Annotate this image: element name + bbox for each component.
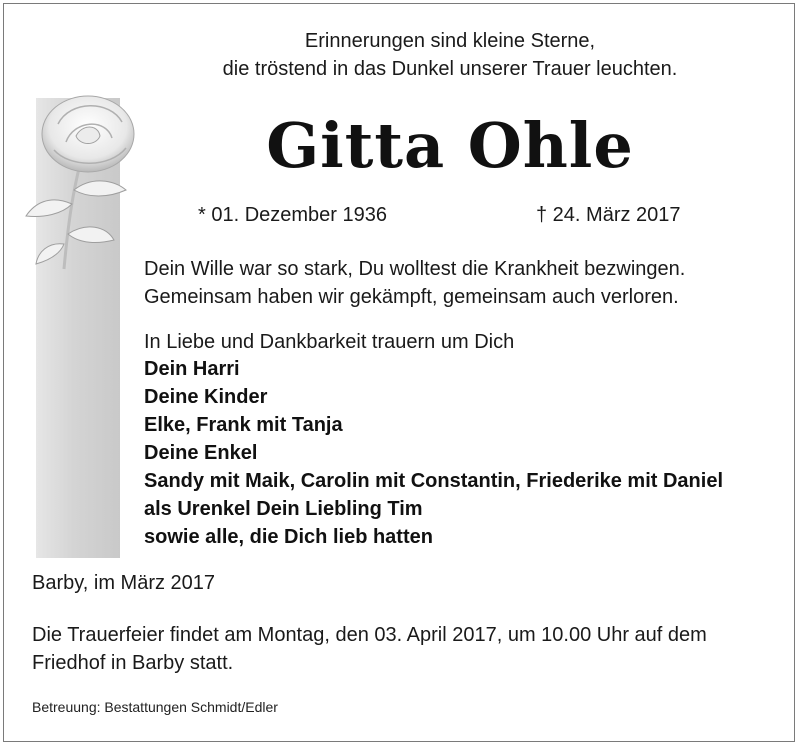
funeral-line-2: Friedhof in Barby statt. <box>32 652 234 674</box>
mourner-name: Elke, Frank mit Tanja <box>144 414 343 436</box>
mourner-name: Deine Enkel <box>144 442 258 464</box>
quote-line-2: die tröstend in das Dunkel unserer Trauer leuchten. <box>222 58 678 80</box>
mourner-name: als Urenkel Dein Liebling Tim <box>144 498 423 520</box>
verse-line-2: Gemeinsam haben wir gekämpft, gemeinsam auch verloren. <box>144 286 679 308</box>
deceased-name: Gitta Ohle <box>266 109 634 182</box>
mourner-name: sowie alle, die Dich lieb hatten <box>144 526 433 548</box>
mourner-name: Deine Kinder <box>144 386 268 408</box>
funeral-home-credit: Betreuung: Bestattungen Schmidt/Edler <box>32 699 278 715</box>
mourner-name: Sandy mit Maik, Carolin mit Constantin, Friederike mit Daniel <box>144 470 724 492</box>
mourners-intro: In Liebe und Dankbarkeit trauern um Dich <box>144 331 515 353</box>
mourner-name: Dein Harri <box>144 358 240 380</box>
place-date: Barby, im März 2017 <box>32 572 216 594</box>
quote-line-1: Erinnerungen sind kleine Sterne, <box>304 30 596 52</box>
rose-icon <box>14 94 144 274</box>
death-date: † 24. März 2017 <box>536 204 681 226</box>
verse-line-1: Dein Wille war so stark, Du wolltest die Krankheit bezwingen. <box>144 258 686 280</box>
birth-date: * 01. Dezember 1936 <box>198 204 388 226</box>
funeral-line-1: Die Trauerfeier findet am Montag, den 03. April 2017, um 10.00 Uhr auf dem <box>32 624 707 646</box>
